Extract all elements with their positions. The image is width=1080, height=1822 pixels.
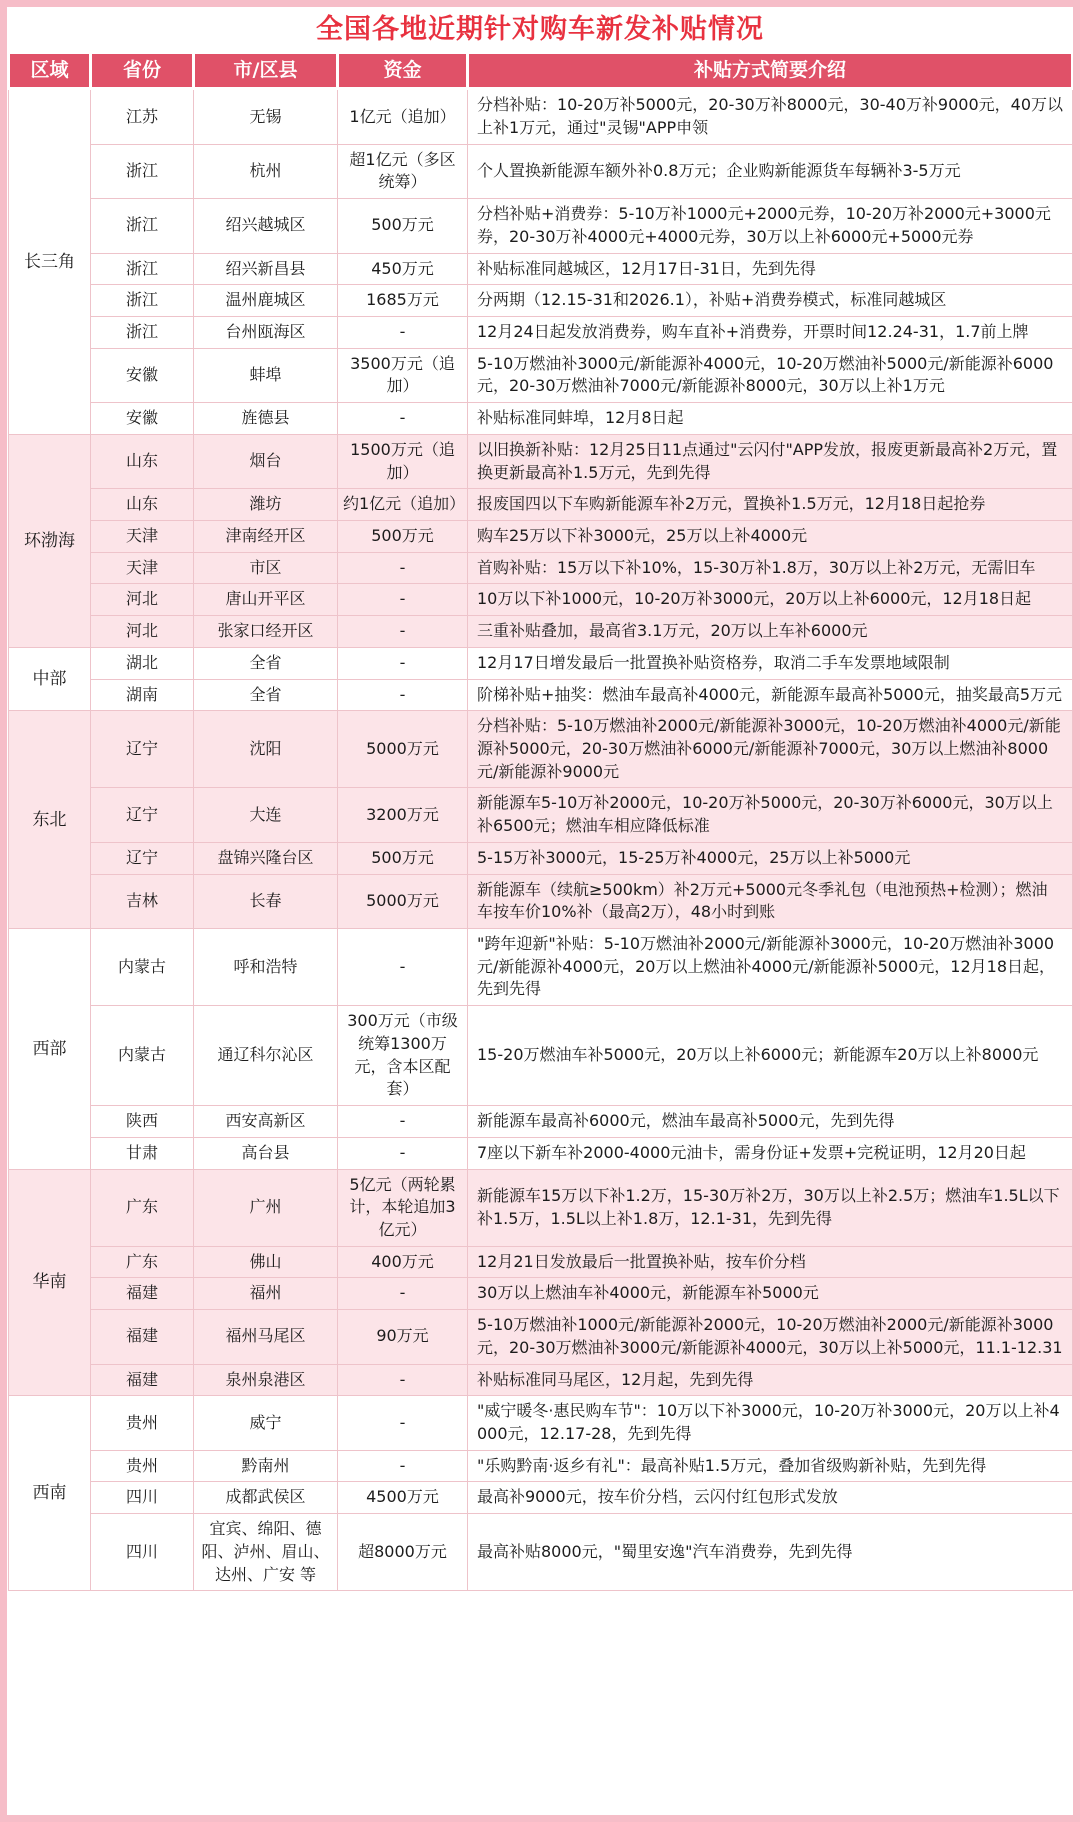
fund-cell: - — [338, 1106, 468, 1138]
table-row — [9, 1396, 1073, 1450]
fund-cell: 5亿元（两轮累计，本轮追加3亿元） — [338, 1169, 468, 1246]
province-cell: 广东 — [91, 1169, 194, 1246]
fund-cell: - — [338, 552, 468, 584]
desc-cell: 15-20万燃油车补5000元，20万以上补6000元；新能源车20万以上补8000元 — [468, 1006, 1073, 1106]
table-row — [9, 552, 1073, 584]
desc-cell: 12月17日增发最后一批置换补贴资格券，取消二手车发票地域限制 — [468, 647, 1073, 679]
fund-cell: 500万元 — [338, 199, 468, 253]
desc-cell: 首购补贴：15万以下补10%，15-30万补1.8万，30万以上补2万元，无需旧车 — [468, 552, 1073, 584]
fund-cell: 450万元 — [338, 253, 468, 285]
desc-cell: 补贴标准同越城区，12月17日-31日，先到先得 — [468, 253, 1073, 285]
city-cell: 潍坊 — [194, 489, 338, 521]
city-cell: 福州 — [194, 1278, 338, 1310]
province-cell: 甘肃 — [91, 1137, 194, 1169]
table-row — [9, 1310, 1073, 1364]
desc-cell: 新能源车最高补6000元，燃油车最高补5000元，先到先得 — [468, 1106, 1073, 1138]
table-row — [9, 788, 1073, 842]
desc-cell: 阶梯补贴+抽奖：燃油车最高补4000元，新能源车最高补5000元，抽奖最高5万元 — [468, 679, 1073, 711]
desc-cell: 10万以下补1000元，10-20万补3000元，20万以上补6000元，12月18日起 — [468, 584, 1073, 616]
region-cell: 东北 — [9, 711, 91, 929]
region-cell: 长三角 — [9, 89, 91, 435]
province-cell: 广东 — [91, 1246, 194, 1278]
table-row — [9, 1364, 1073, 1396]
fund-cell: - — [338, 679, 468, 711]
city-cell: 沈阳 — [194, 711, 338, 788]
table-row — [9, 520, 1073, 552]
table-row — [9, 711, 1073, 788]
fund-cell: 5000万元 — [338, 874, 468, 928]
table-row — [9, 616, 1073, 648]
fund-cell: 500万元 — [338, 842, 468, 874]
fund-cell: 3200万元 — [338, 788, 468, 842]
desc-cell: 三重补贴叠加，最高省3.1万元，20万以上车补6000元 — [468, 616, 1073, 648]
desc-cell: 30万以上燃油车补4000元，新能源车补5000元 — [468, 1278, 1073, 1310]
city-cell: 广州 — [194, 1169, 338, 1246]
fund-cell: - — [338, 1450, 468, 1482]
province-cell: 安徽 — [91, 403, 194, 435]
city-cell: 津南经开区 — [194, 520, 338, 552]
city-cell: 泉州泉港区 — [194, 1364, 338, 1396]
table-row — [9, 842, 1073, 874]
province-cell: 辽宁 — [91, 842, 194, 874]
province-cell: 福建 — [91, 1310, 194, 1364]
city-cell: 成都武侯区 — [194, 1482, 338, 1514]
fund-cell: 约1亿元（追加） — [338, 489, 468, 521]
desc-cell: 5-10万燃油补1000元/新能源补2000元，10-20万燃油补2000元/新能源补3000元，20-30万燃油补3000元/新能源补4000元，30万以上补5000元，11.1-12.31 — [468, 1310, 1073, 1364]
city-cell: 黔南州 — [194, 1450, 338, 1482]
desc-cell: 分档补贴+消费券：5-10万补1000元+2000元券，10-20万补2000元+3000元券，20-30万补4000元+4000元券，30万以上补6000元+5000元券 — [468, 199, 1073, 253]
province-cell: 内蒙古 — [91, 929, 194, 1006]
table-row — [9, 647, 1073, 679]
table-row — [9, 1106, 1073, 1138]
desc-cell: 新能源车（续航≥500km）补2万元+5000元冬季礼包（电池预热+检测）；燃油车按车价10%补（最高2万），48小时到账 — [468, 874, 1073, 928]
fund-cell: 5000万元 — [338, 711, 468, 788]
city-cell: 高台县 — [194, 1137, 338, 1169]
province-cell: 贵州 — [91, 1396, 194, 1450]
desc-cell: "威宁暖冬·惠民购车节"：10万以下补3000元，10-20万补3000元，20万以上补4000元，12.17-28，先到先得 — [468, 1396, 1073, 1450]
fund-cell: 400万元 — [338, 1246, 468, 1278]
city-cell: 唐山开平区 — [194, 584, 338, 616]
fund-cell: 1685万元 — [338, 285, 468, 317]
desc-cell: 个人置换新能源车额外补0.8万元；企业购新能源货车每辆补3-5万元 — [468, 144, 1073, 198]
table-row — [9, 584, 1073, 616]
fund-cell: - — [338, 1278, 468, 1310]
table-header-row — [9, 53, 1073, 89]
table-row — [9, 679, 1073, 711]
region-cell: 西部 — [9, 929, 91, 1169]
desc-cell: 5-15万补3000元，15-25万补4000元，25万以上补5000元 — [468, 842, 1073, 874]
table-row — [9, 144, 1073, 198]
table-row — [9, 434, 1073, 488]
fund-cell: - — [338, 1137, 468, 1169]
table-row — [9, 403, 1073, 435]
city-cell: 台州瓯海区 — [194, 316, 338, 348]
table-row — [9, 1514, 1073, 1591]
fund-cell: - — [338, 316, 468, 348]
city-cell: 西安高新区 — [194, 1106, 338, 1138]
desc-cell: 报废国四以下车购新能源车补2万元，置换补1.5万元，12月18日起抢券 — [468, 489, 1073, 521]
region-cell: 环渤海 — [9, 434, 91, 647]
desc-cell: 分档补贴：10-20万补5000元，20-30万补8000元，30-40万补9000元，40万以上补1万元，通过"灵锡"APP申领 — [468, 89, 1073, 144]
table-body — [9, 89, 1073, 1591]
province-cell: 湖南 — [91, 679, 194, 711]
province-cell: 贵州 — [91, 1450, 194, 1482]
city-cell: 宜宾、绵阳、德阳、泸州、眉山、达州、广安 等 — [194, 1514, 338, 1591]
table-row — [9, 874, 1073, 928]
city-cell: 张家口经开区 — [194, 616, 338, 648]
fund-cell: 超1亿元（多区统筹） — [338, 144, 468, 198]
fund-cell: - — [338, 1364, 468, 1396]
city-cell: 佛山 — [194, 1246, 338, 1278]
fund-cell: 500万元 — [338, 520, 468, 552]
fund-cell: 90万元 — [338, 1310, 468, 1364]
desc-cell: 新能源车15万以下补1.2万，15-30万补2万，30万以上补2.5万；燃油车1.5L以下补1.5万，1.5L以上补1.8万，12.1-31，先到先得 — [468, 1169, 1073, 1246]
table-row — [9, 1006, 1073, 1106]
desc-cell: 最高补9000元，按车价分档，云闪付红包形式发放 — [468, 1482, 1073, 1514]
city-cell: 市区 — [194, 552, 338, 584]
city-cell: 福州马尾区 — [194, 1310, 338, 1364]
table-row — [9, 348, 1073, 402]
province-cell: 浙江 — [91, 316, 194, 348]
province-cell: 湖北 — [91, 647, 194, 679]
fund-cell: - — [338, 403, 468, 435]
city-cell: 蚌埠 — [194, 348, 338, 402]
table-row — [9, 1246, 1073, 1278]
province-cell: 天津 — [91, 520, 194, 552]
province-cell: 山东 — [91, 434, 194, 488]
city-cell: 烟台 — [194, 434, 338, 488]
desc-cell: 以旧换新补贴：12月25日11点通过"云闪付"APP发放，报废更新最高补2万元，置换更新最高补1.5万元，先到先得 — [468, 434, 1073, 488]
table-row — [9, 1482, 1073, 1514]
province-cell: 河北 — [91, 584, 194, 616]
province-cell: 浙江 — [91, 199, 194, 253]
province-cell: 福建 — [91, 1364, 194, 1396]
header-region: 区域 — [9, 53, 91, 89]
city-cell: 呼和浩特 — [194, 929, 338, 1006]
desc-cell: 新能源车5-10万补2000元，10-20万补5000元，20-30万补6000元，30万以上补6500元；燃油车相应降低标准 — [468, 788, 1073, 842]
region-cell: 华南 — [9, 1169, 91, 1396]
desc-cell: 12月24日起发放消费券，购车直补+消费券，开票时间12.24-31，1.7前上牌 — [468, 316, 1073, 348]
city-cell: 绍兴越城区 — [194, 199, 338, 253]
region-cell: 中部 — [9, 647, 91, 710]
desc-cell: 12月21日发放最后一批置换补贴，按车价分档 — [468, 1246, 1073, 1278]
fund-cell: 1亿元（追加） — [338, 89, 468, 144]
province-cell: 内蒙古 — [91, 1006, 194, 1106]
city-cell: 通辽科尔沁区 — [194, 1006, 338, 1106]
province-cell: 辽宁 — [91, 711, 194, 788]
header-province: 省份 — [91, 53, 194, 89]
city-cell: 全省 — [194, 647, 338, 679]
desc-cell: 补贴标准同马尾区，12月起，先到先得 — [468, 1364, 1073, 1396]
table-row — [9, 1450, 1073, 1482]
table-row — [9, 199, 1073, 253]
province-cell: 河北 — [91, 616, 194, 648]
page-title: 全国各地近期针对购车新发补贴情况 — [316, 14, 764, 45]
subsidy-table — [7, 51, 1074, 1591]
desc-cell: 分两期（12.15-31和2026.1），补贴+消费券模式，标准同越城区 — [468, 285, 1073, 317]
province-cell: 辽宁 — [91, 788, 194, 842]
table-row — [9, 316, 1073, 348]
province-cell: 福建 — [91, 1278, 194, 1310]
table-row — [9, 1278, 1073, 1310]
table-row — [9, 489, 1073, 521]
city-cell: 长春 — [194, 874, 338, 928]
desc-cell: "跨年迎新"补贴：5-10万燃油补2000元/新能源补3000元，10-20万燃油补3000元/新能源补4000元，20万以上燃油补4000元/新能源补5000元，12月18日起，先到先得 — [468, 929, 1073, 1006]
city-cell: 温州鹿城区 — [194, 285, 338, 317]
table-row — [9, 89, 1073, 144]
desc-cell: 购车25万以下补3000元，25万以上补4000元 — [468, 520, 1073, 552]
city-cell: 杭州 — [194, 144, 338, 198]
table-row — [9, 1137, 1073, 1169]
province-cell: 四川 — [91, 1514, 194, 1591]
province-cell: 浙江 — [91, 144, 194, 198]
city-cell: 大连 — [194, 788, 338, 842]
fund-cell: - — [338, 647, 468, 679]
fund-cell: 超8000万元 — [338, 1514, 468, 1591]
fund-cell: 300万元（市级统筹1300万元，含本区配套） — [338, 1006, 468, 1106]
city-cell: 全省 — [194, 679, 338, 711]
fund-cell: - — [338, 616, 468, 648]
desc-cell: "乐购黔南·返乡有礼"：最高补贴1.5万元，叠加省级购新补贴，先到先得 — [468, 1450, 1073, 1482]
desc-cell: 7座以下新车补2000-4000元油卡，需身份证+发票+完税证明，12月20日起 — [468, 1137, 1073, 1169]
desc-cell: 补贴标准同蚌埠，12月8日起 — [468, 403, 1073, 435]
city-cell: 盘锦兴隆台区 — [194, 842, 338, 874]
region-cell: 西南 — [9, 1396, 91, 1591]
fund-cell: 4500万元 — [338, 1482, 468, 1514]
desc-cell: 最高补贴8000元，"蜀里安逸"汽车消费券，先到先得 — [468, 1514, 1073, 1591]
table-row — [9, 253, 1073, 285]
city-cell: 威宁 — [194, 1396, 338, 1450]
desc-cell: 分档补贴：5-10万燃油补2000元/新能源补3000元，10-20万燃油补4000元/新能源补5000元，20-30万燃油补6000元/新能源补7000元，30万以上燃油补8000元/新能源补9000元 — [468, 711, 1073, 788]
province-cell: 安徽 — [91, 348, 194, 402]
city-cell: 旌德县 — [194, 403, 338, 435]
province-cell: 山东 — [91, 489, 194, 521]
table-row — [9, 1169, 1073, 1246]
header-fund: 资金 — [338, 53, 468, 89]
province-cell: 吉林 — [91, 874, 194, 928]
fund-cell: 1500万元（追加） — [338, 434, 468, 488]
fund-cell: - — [338, 584, 468, 616]
header-description: 补贴方式简要介绍 — [468, 53, 1073, 89]
province-cell: 浙江 — [91, 285, 194, 317]
province-cell: 浙江 — [91, 253, 194, 285]
fund-cell: 3500万元（追加） — [338, 348, 468, 402]
province-cell: 天津 — [91, 552, 194, 584]
province-cell: 江苏 — [91, 89, 194, 144]
fund-cell: - — [338, 1396, 468, 1450]
city-cell: 无锡 — [194, 89, 338, 144]
table-row — [9, 929, 1073, 1006]
city-cell: 绍兴新昌县 — [194, 253, 338, 285]
fund-cell: - — [338, 929, 468, 1006]
province-cell: 四川 — [91, 1482, 194, 1514]
province-cell: 陕西 — [91, 1106, 194, 1138]
header-city: 市/区县 — [194, 53, 338, 89]
desc-cell: 5-10万燃油补3000元/新能源补4000元，10-20万燃油补5000元/新能源补6000元，20-30万燃油补7000元/新能源补8000元，30万以上补1万元 — [468, 348, 1073, 402]
table-row — [9, 285, 1073, 317]
